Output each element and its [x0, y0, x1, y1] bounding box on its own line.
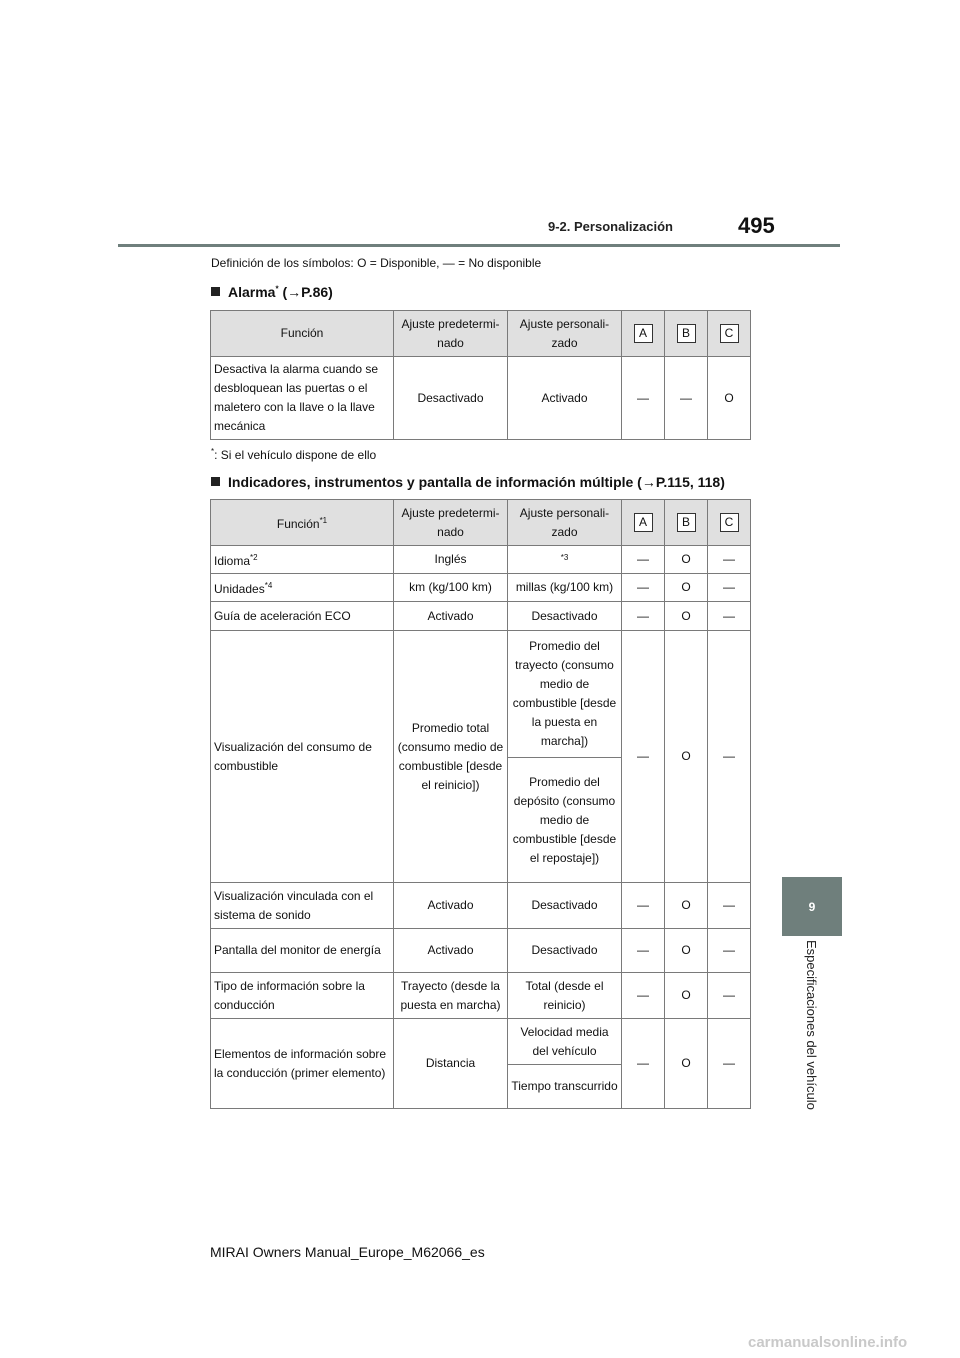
b-box-icon: B — [677, 324, 696, 343]
table-header-row — [211, 311, 751, 357]
cell-b: O — [665, 574, 708, 602]
cell-b: O — [665, 929, 708, 973]
header-function: Función — [211, 311, 394, 357]
cell-c: — — [708, 631, 751, 883]
cell-custom: Desactivado — [508, 602, 622, 631]
table-row — [211, 574, 751, 602]
cell-default: Distancia — [394, 1019, 508, 1109]
gauges-table — [210, 499, 751, 1109]
section-title: 9-2. Personalización — [548, 219, 673, 234]
cell-default: Inglés — [394, 546, 508, 574]
cell-function: Elementos de información sobre la conducción (primer elemento) — [211, 1019, 394, 1109]
cell-c: — — [708, 574, 751, 602]
cell-a: — — [622, 929, 665, 973]
header-b — [665, 311, 708, 357]
cell-function: Tipo de información sobre la conducción — [211, 973, 394, 1019]
cell-function: Idioma$^{*2}$ — [211, 546, 394, 574]
table-row — [211, 883, 751, 929]
cell-a: — — [622, 883, 665, 929]
cell-custom: Velocidad media del vehículo — [508, 1019, 622, 1065]
table-row — [211, 929, 751, 973]
cell-b: O — [665, 602, 708, 631]
alarm-section-title — [211, 284, 333, 300]
alarm-title-sup: * — [275, 284, 279, 294]
cell-b: — — [665, 357, 708, 440]
cell-c: — — [708, 973, 751, 1019]
cell-b: O — [665, 883, 708, 929]
c-box-icon: C — [720, 324, 739, 343]
chapter-number: 9 — [808, 899, 816, 914]
cell-c: — — [708, 929, 751, 973]
header-default: Ajuste predetermi-nado — [394, 500, 508, 546]
cell-custom: Promedio del trayecto (consumo medio de combustible [desde la puesta en marcha]) — [508, 631, 622, 758]
header-a — [622, 311, 665, 357]
chapter-label-text: Especificaciones del vehículo — [804, 940, 819, 1110]
watermark: carmanualsonline.info — [748, 1334, 908, 1351]
c-box-icon: C — [720, 513, 739, 532]
cell-custom: Activado — [508, 357, 622, 440]
chapter-tab — [782, 877, 842, 936]
cell-default: Desactivado — [394, 357, 508, 440]
cell-c: — — [708, 1019, 751, 1109]
cell-b: O — [665, 546, 708, 574]
cell-function: Pantalla del monitor de energía — [211, 929, 394, 973]
header-a — [622, 500, 665, 546]
cell-custom: Tiempo transcurrido — [508, 1065, 622, 1109]
cell-b: O — [665, 631, 708, 883]
table-header-row — [211, 500, 751, 546]
cell-function: Desactiva la alarma cuando se desbloquean las puertas o el maletero con la llave o la llave mecánica — [211, 357, 394, 440]
table-row — [211, 602, 751, 631]
cell-function: Guía de aceleración ECO — [211, 602, 394, 631]
cell-function: Unidades$^{*4}$ — [211, 574, 394, 602]
page-number: 495 — [738, 213, 775, 238]
cell-c: — — [708, 883, 751, 929]
gauges-title-text: Indicadores, instrumentos y pantalla de información múltiple (→P.115, 118) — [228, 474, 725, 490]
cell-c: O — [708, 357, 751, 440]
table-row — [211, 546, 751, 574]
cell-custom: Promedio del depósito (consumo medio de combustible [desde el repostaje]) — [508, 758, 622, 883]
cell-b: O — [665, 973, 708, 1019]
cell-default: km (kg/100 km) — [394, 574, 508, 602]
square-bullet-icon — [211, 477, 220, 486]
a-box-icon: A — [634, 324, 653, 343]
header-rule — [118, 244, 840, 247]
square-bullet-icon — [211, 287, 220, 296]
cell-a: — — [622, 631, 665, 883]
cell-a: — — [622, 602, 665, 631]
cell-custom: Desactivado — [508, 929, 622, 973]
table-row — [211, 973, 751, 1019]
cell-b: O — [665, 1019, 708, 1109]
cell-c: — — [708, 602, 751, 631]
cell-function: Visualización del consumo de combustible — [211, 631, 394, 883]
footnote-text: : Si el vehículo dispone de ello — [214, 448, 377, 462]
cell-a: — — [622, 973, 665, 1019]
alarm-title-text: Alarma — [228, 284, 276, 300]
cell-a: — — [622, 357, 665, 440]
chapter-label — [803, 940, 823, 1130]
header-default: Ajuste predetermi-nado — [394, 311, 508, 357]
alarm-table — [210, 310, 751, 440]
cell-default: Activado — [394, 602, 508, 631]
table-row — [211, 357, 751, 440]
cell-a: — — [622, 1019, 665, 1109]
cell-custom: *3 — [508, 546, 622, 574]
footer-manual-id: MIRAI Owners Manual_Europe_M62066_es — [210, 1244, 485, 1260]
cell-a: — — [622, 574, 665, 602]
table-row — [211, 631, 751, 758]
header-custom: Ajuste personali-zado — [508, 311, 622, 357]
gauges-section-title — [211, 474, 725, 490]
header-function: Función$^{*1}$ — [211, 500, 394, 546]
a-box-icon: A — [634, 513, 653, 532]
table-row — [211, 1019, 751, 1065]
cell-c: — — [708, 546, 751, 574]
header-b — [665, 500, 708, 546]
cell-default: Trayecto (desde la puesta en marcha) — [394, 973, 508, 1019]
alarm-title-ref[interactable]: (→P.86) — [282, 284, 333, 300]
cell-custom: Total (desde el reinicio) — [508, 973, 622, 1019]
cell-a: — — [622, 546, 665, 574]
symbol-legend: Definición de los símbolos: O = Disponible, — = No disponible — [211, 256, 542, 270]
alarm-footnote — [211, 447, 376, 462]
cell-custom: millas (kg/100 km) — [508, 574, 622, 602]
header-custom: Ajuste personali-zado — [508, 500, 622, 546]
b-box-icon: B — [677, 513, 696, 532]
cell-custom: Desactivado — [508, 883, 622, 929]
header-c — [708, 311, 751, 357]
cell-function: Visualización vinculada con el sistema de sonido — [211, 883, 394, 929]
header-c — [708, 500, 751, 546]
footnote-sup: * — [211, 447, 215, 456]
cell-default: Activado — [394, 883, 508, 929]
cell-default: Activado — [394, 929, 508, 973]
cell-default: Promedio total (consumo medio de combustible [desde el reinicio]) — [394, 631, 508, 883]
